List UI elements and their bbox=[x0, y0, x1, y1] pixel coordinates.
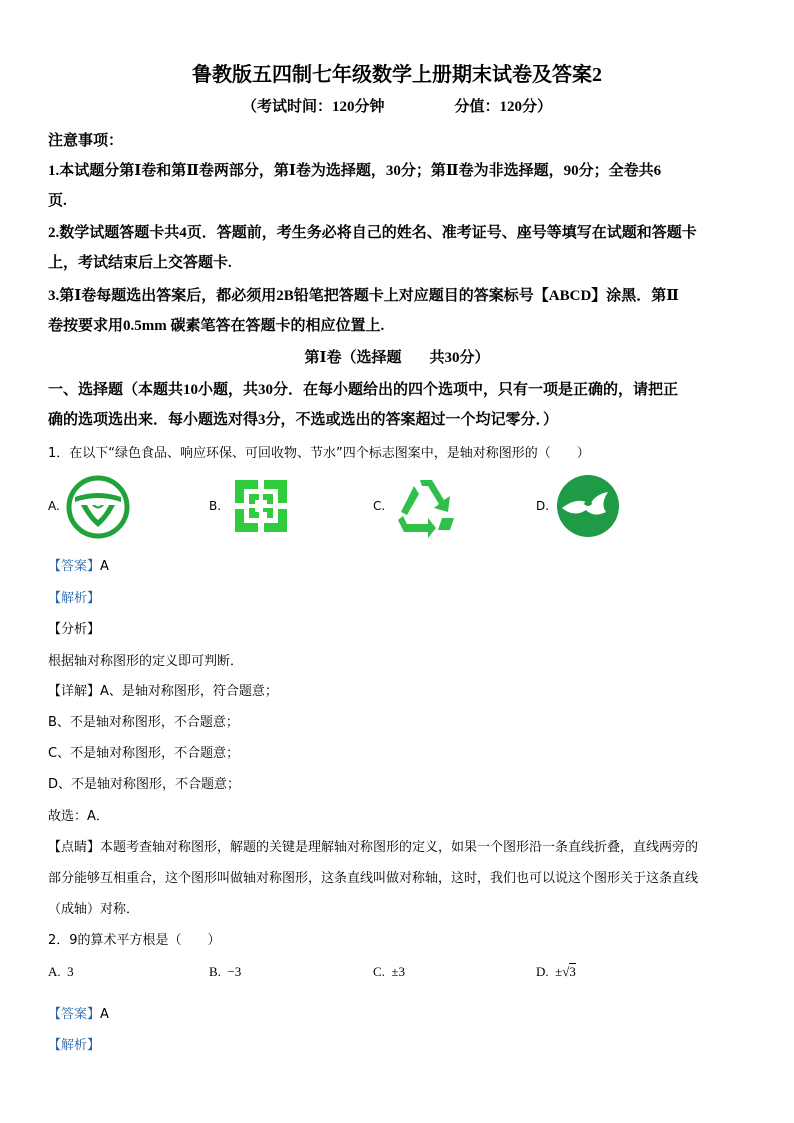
q2-option-d-label: D. bbox=[536, 964, 549, 979]
q1-option-a-label: A. bbox=[48, 499, 60, 513]
recycle-icon bbox=[390, 474, 462, 538]
q1-fenxi-text: 根据轴对称图形的定义即可判断． bbox=[48, 654, 244, 669]
q2-option-a-value: 3 bbox=[67, 964, 74, 979]
q1-answer-tag: 【答案】 bbox=[48, 559, 101, 574]
section-heading bbox=[0, 346, 794, 367]
q1-dianjing-tag: 【点睛】 bbox=[48, 840, 101, 855]
q1-detail-c: C、不是轴对称图形，不合题意； bbox=[48, 746, 240, 761]
part-1-instructions-line-1: 一、选择题（本题共10小题，共30分．在每小题给出的四个选项中，只有一项是正确的，请把正 bbox=[48, 382, 679, 398]
q1-option-b-label: B. bbox=[209, 499, 222, 513]
q2-answer bbox=[48, 1003, 109, 1022]
q2-option-d-radicand: 3 bbox=[569, 964, 576, 979]
q1-option-c-label: C. bbox=[373, 499, 386, 513]
notice-3-line-1: 3.第Ⅰ卷每题选出答案后，都必须用2B铅笔把答题卡上对应题目的答案标号【ABCD】涂黑．第Ⅱ bbox=[48, 288, 679, 304]
q2-option-b-value: −3 bbox=[227, 964, 242, 979]
green-food-icon bbox=[66, 475, 130, 539]
question-1-stem: 1．在以下“绿色食品、响应环保、可回收物、节水”四个标志图案中，是轴对称图形的（ ） bbox=[48, 446, 590, 461]
notice-heading: 注意事项： bbox=[48, 133, 124, 149]
q2-option-b bbox=[209, 964, 241, 980]
q1-fenxi-tag: 【分析】 bbox=[48, 622, 101, 637]
q1-option-d-label: D. bbox=[536, 499, 550, 513]
q1-dianjing-line-3: （成轴）对称． bbox=[48, 902, 140, 917]
notice-2-line-1: 2.数学试题答题卡共4页．答题前，考生务必将自己的姓名、准考证号、座号等填写在试题和答题卡 bbox=[48, 225, 697, 241]
q2-jiexi-tag: 【解析】 bbox=[48, 1038, 101, 1053]
q1-dianjing-text-1: 本题考查轴对称图形，解题的关键是理解轴对称图形的定义，如果一个图形沿一条直线折叠，直线两旁的 bbox=[100, 840, 699, 855]
q1-detail-a bbox=[48, 680, 278, 699]
q1-choose: 故选：A． bbox=[48, 809, 109, 824]
q1-dianjing-line-2: 部分能够互相重合，这个图形叫做轴对称图形，这条直线叫做对称轴，这时，我们也可以说这个图形关于这条直线 bbox=[48, 871, 699, 886]
notice-2-line-2: 上，考试结束后上交答题卡. bbox=[48, 255, 232, 271]
q2-option-d-prefix: ± bbox=[555, 964, 563, 979]
notice-1-line-2: 页. bbox=[48, 193, 67, 209]
q2-option-a-label: A. bbox=[48, 964, 61, 979]
q2-option-c bbox=[373, 964, 405, 980]
exam-meta bbox=[0, 95, 794, 116]
question-2-stem: 2．9的算术平方根是（ ） bbox=[48, 933, 221, 948]
q1-jiexi-tag: 【解析】 bbox=[48, 591, 101, 606]
section-score: 共30分） bbox=[429, 350, 490, 366]
q2-option-a bbox=[48, 964, 74, 980]
notice-3-line-2: 卷按要求用0.5mm 碳素笔答在答题卡的相应位置上. bbox=[48, 318, 385, 334]
q2-answer-tag: 【答案】 bbox=[48, 1007, 101, 1022]
q1-answer-value: A bbox=[100, 559, 109, 574]
q2-option-c-value: ±3 bbox=[391, 964, 406, 979]
document-title: 鲁教版五四制七年级数学上册期末试卷及答案2 bbox=[192, 64, 602, 86]
q2-answer-value: A bbox=[100, 1007, 109, 1022]
q1-answer bbox=[48, 555, 109, 574]
q2-option-d bbox=[536, 964, 576, 980]
notice-1-line-1: 1.本试题分第Ⅰ卷和第Ⅱ卷两部分，第Ⅰ卷为选择题，30分；第Ⅱ卷为非选择题，90分；全卷共6 bbox=[48, 163, 662, 179]
exam-score: 分值：120分） bbox=[454, 99, 553, 115]
q1-dianjing-line-1 bbox=[48, 836, 698, 855]
exam-time: （考试时间：120分钟 bbox=[241, 99, 385, 115]
q1-detail-tag: 【详解】 bbox=[48, 684, 101, 699]
part-1-instructions-line-2: 确的选项选出来．每小题选对得3分，不选或选出的答案超过一个均记零分．） bbox=[48, 412, 559, 428]
q1-detail-b: B、不是轴对称图形，不合题意； bbox=[48, 715, 239, 730]
q2-option-b-label: B. bbox=[209, 964, 221, 979]
eco-response-icon bbox=[231, 476, 291, 536]
q2-option-c-label: C. bbox=[373, 964, 385, 979]
water-saving-icon bbox=[556, 474, 620, 538]
sqrt-symbol-icon: √ bbox=[562, 964, 570, 979]
section-title: 第Ⅰ卷（选择题 bbox=[304, 350, 402, 366]
q1-detail-d: D、不是轴对称图形，不合题意； bbox=[48, 777, 241, 792]
q1-detail-a-text: A、是轴对称图形，符合题意； bbox=[100, 684, 278, 699]
